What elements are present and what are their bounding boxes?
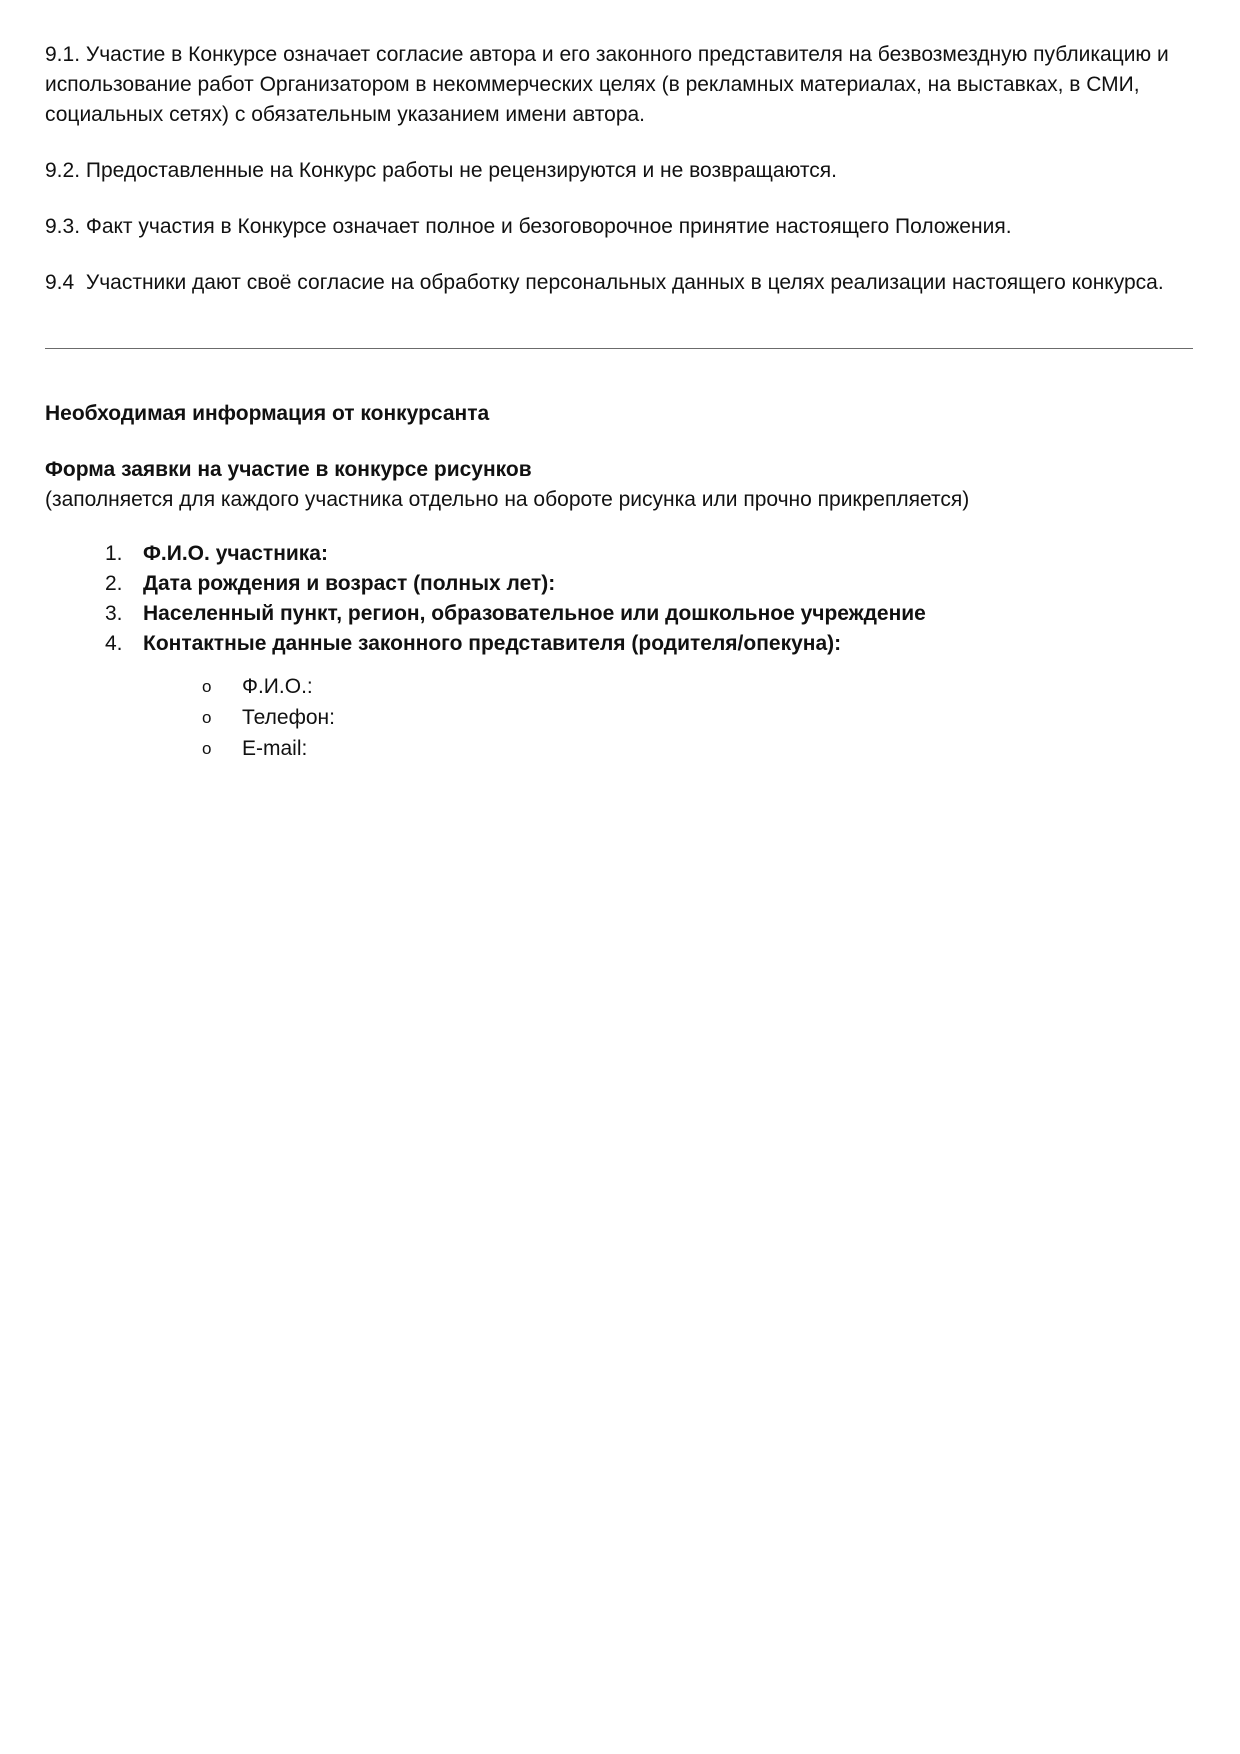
contact-field-item [45,702,1195,733]
clause-9-4: 9.4 Участники дают своё согласие на обработку персональных данных в целях реализации настоящего конкурса. [45,271,1164,294]
form-field-item [45,599,1195,629]
contact-field-label: Ф.И.О.: [242,675,313,698]
form-field-item [45,539,1195,569]
form-field-label: Ф.И.О. участника: [143,542,328,565]
list-number: 2. [105,572,123,595]
clause-9-2: 9.2. Предоставленные на Конкурс работы не рецензируются и не возвращаются. [45,159,837,182]
contact-fields-list [45,671,1195,764]
clause-9-1: 9.1. Участие в Конкурсе означает согласие автора и его законного представителя на безвозмездную публикацию и использование работ Организатором в некоммерческих целях (в рекламных материалах, на выставках, в СМИ, социальных сетях) с обязательным указанием имени автора. [45,43,1175,126]
document-page [45,40,1195,764]
circle-bullet-icon: o [202,677,212,696]
form-field-label: Дата рождения и возраст (полных лет): [143,572,556,595]
list-number: 1. [105,542,123,565]
circle-bullet-icon: o [202,739,212,758]
contact-field-item [45,733,1195,764]
contact-field-label: Телефон: [242,706,335,729]
list-number: 3. [105,602,123,625]
form-fields-list [45,539,1195,659]
form-field-label: Населенный пункт, регион, образовательное или дошкольное учреждение [143,602,926,625]
contact-field-label: E-mail: [242,737,308,760]
form-field-item [45,629,1195,659]
form-title: Форма заявки на участие в конкурсе рисунков [45,458,532,481]
section-divider [45,348,1193,349]
form-note: (заполняется для каждого участника отдельно на обороте рисунка или прочно прикрепляется) [45,488,970,511]
contact-field-item [45,671,1195,702]
circle-bullet-icon: o [202,708,212,727]
clause-9-3: 9.3. Факт участия в Конкурсе означает полное и безоговорочное принятие настоящего Положения. [45,215,1012,238]
list-number: 4. [105,632,123,655]
form-field-label: Контактные данные законного представителя (родителя/опекуна): [143,632,842,655]
section-heading: Необходимая информация от конкурсанта [45,402,490,425]
form-field-item [45,569,1195,599]
